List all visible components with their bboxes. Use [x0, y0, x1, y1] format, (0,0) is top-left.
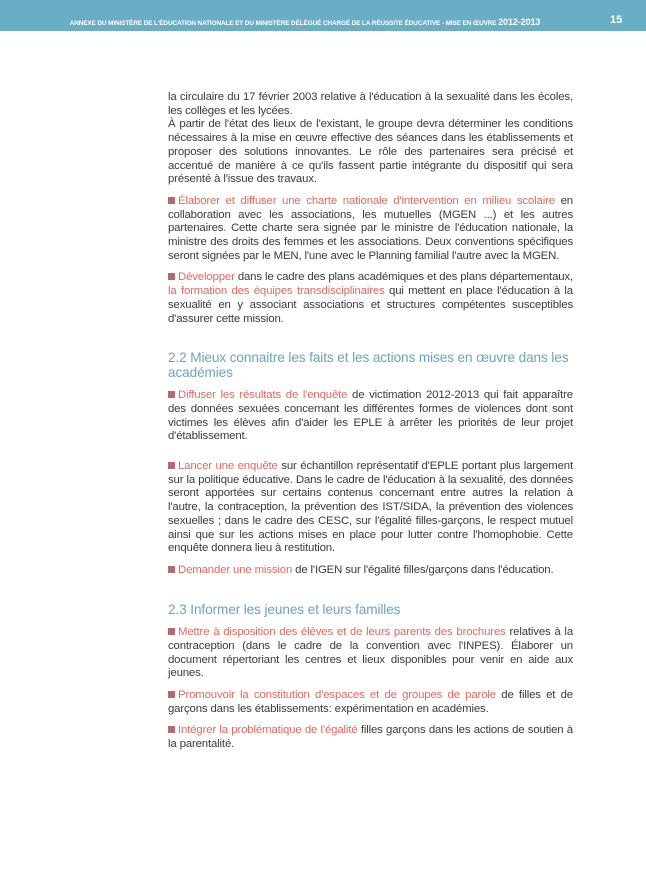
paragraph-text: la circulaire du 17 février 2003 relative à l'éducation à la sexualité dans les écoles, les collèges et les lycées. [168, 91, 573, 117]
bullet-text: de victimation 2012-2013 qui fait apparaître des données sexuées concernant les différentes formes de violences dont sont victimes les élèves afin d'aider les EPLE à arrêter les priorités de leur projet d'établissement. [168, 389, 573, 443]
paragraph-text: À partir de l'état des lieux de l'existant, le groupe devra déterminer les conditions nécessaires à la mise en œuvre effective des séances dans les établissements et proposer des solutions innovantes. Le rôle des partenaires sera précisé et accentué de manière à ce qu'ils fassent partie intégrante du dispositif qui sera présenté à l'issue des travaux. [168, 118, 573, 186]
bullet-text: sur échantillon représentatif d'EPLE portant plus largement sur la politique éducative. Dans le cadre de l'éducation à la sexualité, des données seront apportées sur certains contenus concernant entre autres la relation à l'autre, la contraception, la prévention des IST/SIDA, la prévention des violences sexuelles ; dans le cadre des CESC, sur l'égalité filles-garçons, le respect mutuel ainsi que sur les actions mises en place pour lutter contre l'homophobie. Cette enquête donnera lieu à restitution. [168, 460, 574, 555]
bullet-item [168, 689, 573, 716]
header-title-text: ANNEXE DU MINISTÈRE DE L'ÉDUCATION NATIONALE ET DU MINISTÈRE DÉLÉGUÉ CHARGÉ DE LA RÉUSSITE ÉDUCATIVE - MISE EN ŒUVRE [69, 20, 497, 27]
highlight-text: Élaborer et diffuser une charte nationale d'intervention en milieu scolaire [178, 194, 555, 207]
bullet-item [168, 389, 573, 444]
page-number: 15 [610, 14, 623, 26]
paragraph [168, 91, 573, 187]
highlight-text: Lancer une enquête [178, 460, 278, 473]
square-bullet-icon [168, 462, 175, 469]
square-bullet-icon [168, 566, 175, 573]
highlight-text: Intégrer la problématique de l'égalité [178, 724, 358, 737]
square-bullet-icon [168, 691, 175, 698]
bullet-text: dans le cadre des plans académiques et des plans départementaux, [234, 271, 573, 284]
square-bullet-icon [168, 628, 175, 635]
highlight-text: Développer [178, 271, 235, 284]
section-heading-2-3: 2.3 Informer les jeunes et leurs familles [168, 601, 401, 617]
bullet-text: de l'IGEN sur l'égalité filles/garçons dans l'éducation. [292, 563, 554, 576]
bullet-text: relatives à la contraception (dans le cadre de la convention avec l'INPES). Élaborer un document répertoriant les centres et lieux disponibles pour venir en aide aux jeunes. [168, 626, 574, 680]
square-bullet-icon [168, 391, 175, 398]
header-title [60, 17, 550, 27]
bullet-item [168, 724, 573, 751]
bullet-item [168, 271, 573, 326]
header-year: 2012-2013 [498, 17, 541, 27]
bullet-item [168, 195, 573, 264]
highlight-text: Diffuser les résultats de l'enquête [178, 389, 348, 402]
bullet-text: en collaboration avec les associations, les mutuelles (MGEN ...) et les autres partenaires. Cette charte sera signée par le ministre de l'éducation nationale, la ministre des droits des femmes et les associations. Deux conventions spécifiques seront signées par le MEN, l'une avec le Planning familial l'autre avec la MGEN. [168, 194, 573, 262]
bullet-text: de filles et de garçons dans les établissements: expérimentation en académies. [168, 689, 573, 715]
bullet-text: qui mettent en place l'éducation à la sexualité en y associant associations et structures compétentes susceptibles d'assurer cette mission. [168, 285, 573, 325]
highlight-text: Promouvoir la constitution d'espaces et de groupes de parole [178, 689, 496, 701]
square-bullet-icon [168, 726, 175, 733]
document-body [168, 91, 573, 760]
bullet-text: filles garçons dans les actions de soutien à la parentalité. [168, 724, 573, 751]
square-bullet-icon [168, 197, 175, 204]
bullet-item [168, 626, 573, 681]
highlight-text: Mettre à disposition des élèves et de leurs parents des brochures [178, 626, 506, 639]
highlight-text: la formation des équipes transdisciplinaires [168, 285, 385, 298]
square-bullet-icon [168, 273, 175, 280]
bullet-item [168, 460, 573, 556]
bullet-item [168, 564, 573, 578]
page-header [0, 0, 646, 31]
section-heading-2-2: 2.2 Mieux connaitre les faits et les actions mises en œuvre dans les académies [168, 350, 569, 380]
highlight-text: Demander une mission [178, 563, 293, 576]
